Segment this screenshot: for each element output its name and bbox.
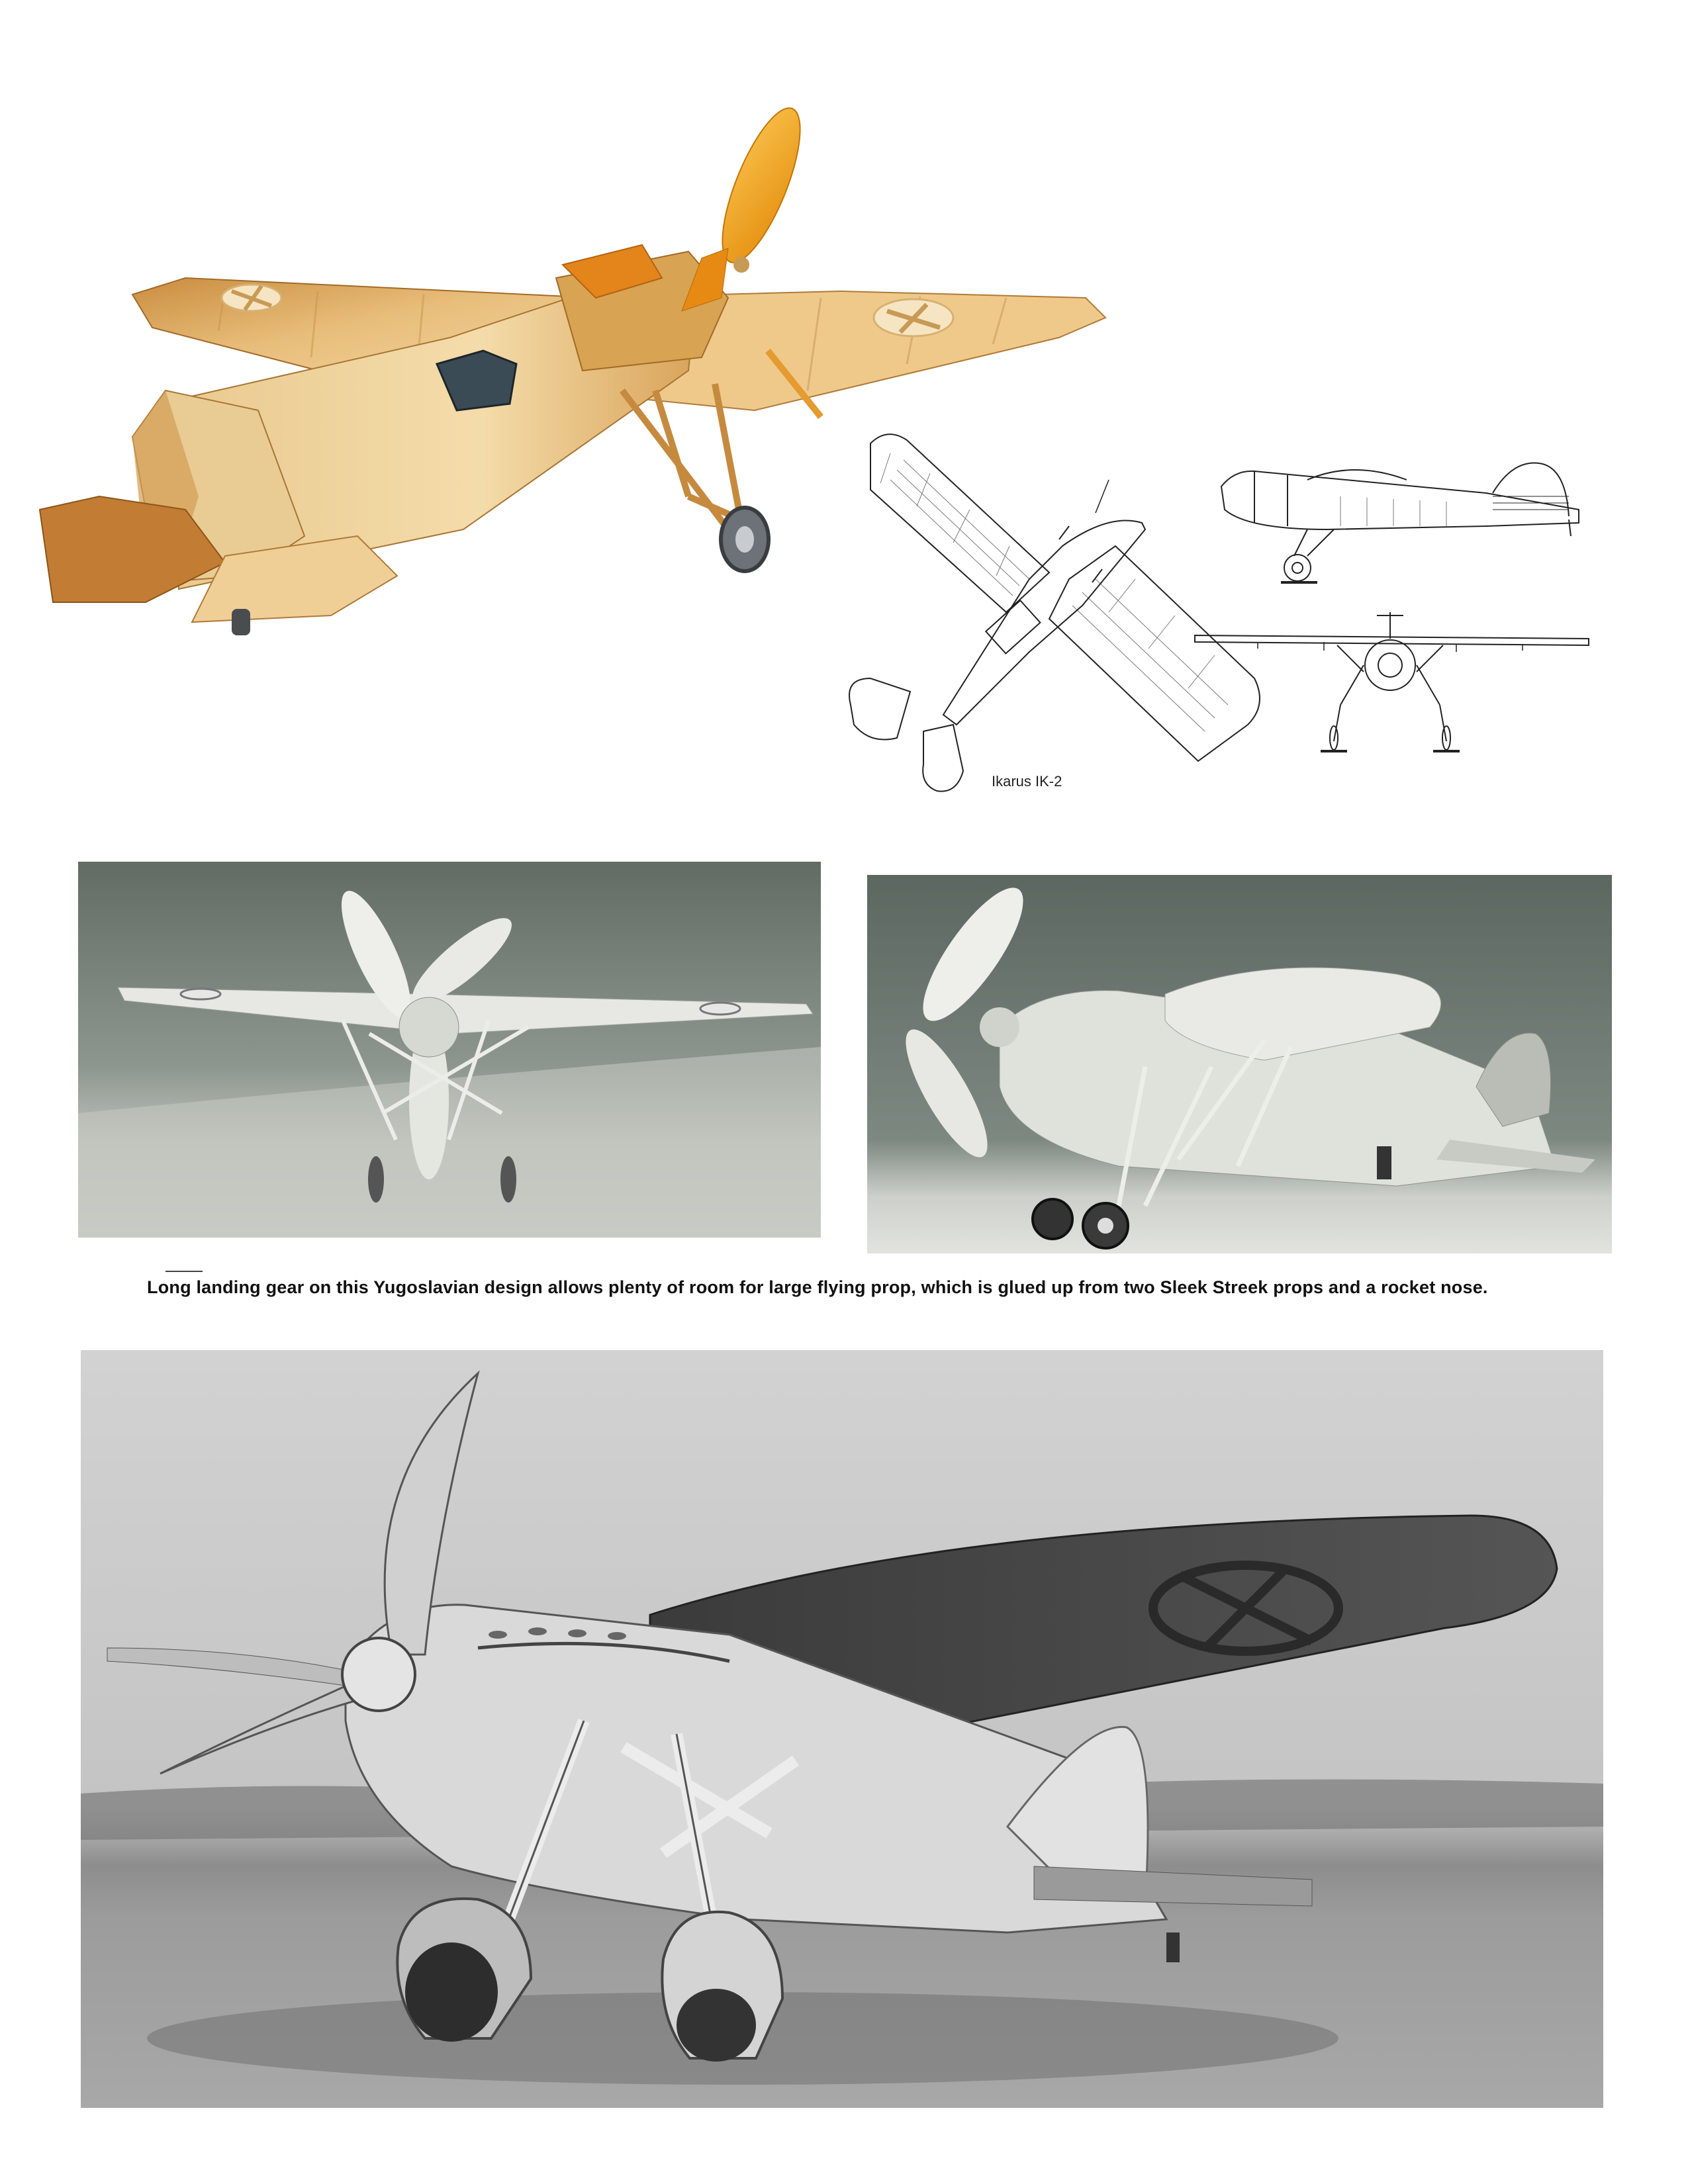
model-side-photo bbox=[867, 875, 1612, 1253]
caption-rule bbox=[165, 1271, 203, 1272]
photo-caption: Long landing gear on this Yugoslavian design allows plenty of room for large flying prop, which is glued up from two Sleek Streek props and a rocket nose. bbox=[147, 1277, 1488, 1297]
front-view-drawing bbox=[1192, 612, 1595, 758]
drawing-label: Ikarus IK-2 bbox=[992, 773, 1062, 790]
side-view-drawing bbox=[1208, 457, 1592, 589]
full-scale-aircraft-photo bbox=[81, 1350, 1603, 2108]
model-front-photo bbox=[78, 862, 821, 1238]
